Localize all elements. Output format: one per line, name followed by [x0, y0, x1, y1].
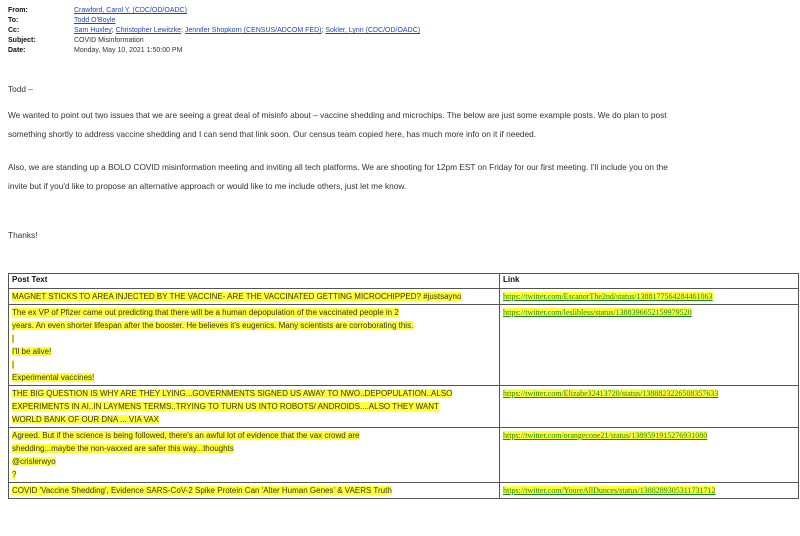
link-cell: [500, 289, 799, 305]
post-text-cell: [9, 483, 500, 499]
table-row: [9, 289, 799, 305]
post-text-line: ?: [12, 470, 17, 479]
subject-row: [8, 36, 608, 46]
post-text-line: years. An even shorter lifespan after the booster. He believes it's eugenics. Many scientists are corroborating this.: [12, 321, 414, 330]
table-row: [9, 386, 799, 428]
post-text-line: WORLD BANK OF OUR DNA ... VIA VAX: [12, 415, 159, 424]
subject-label: Subject:: [8, 37, 36, 44]
greeting: Todd –: [8, 84, 33, 94]
paragraph-1: [8, 106, 792, 144]
posts-table: [8, 273, 799, 499]
to-row: [8, 16, 608, 26]
date-row: [8, 46, 608, 56]
post-text-line: shedding...maybe the non-vaxxed are safer this way...thoughts: [12, 444, 234, 453]
email-body: [8, 80, 792, 245]
post-text-line: COVID 'Vaccine Shedding', Evidence SARS-CoV-2 Spike Protein Can 'Alter Human Genes' & VAERS Truth: [12, 486, 392, 495]
cc-separator: ;: [111, 27, 114, 34]
cc-label: Cc:: [8, 27, 20, 34]
post-text-line: Agreed. But if the science is being followed, there's an awful lot of evidence that the vax crowd are: [12, 431, 360, 440]
tweet-link[interactable]: https://twitter.com/YoureAllDunces/status/1388289305311731712: [503, 486, 716, 495]
email-header: [8, 6, 608, 56]
paragraph-line: Also, we are standing up a BOLO COVID misinformation meeting and inviting all tech platforms. We are shooting for 12pm EST on Friday for our first meeting. I'll include you on the: [8, 162, 668, 172]
paragraph-line: invite but if you'd like to propose an alternative approach or would like to me include others, just let me know.: [8, 181, 407, 191]
sign-off: Thanks!: [8, 230, 38, 240]
post-text-cell: [9, 386, 500, 428]
from-value[interactable]: Crawford, Carol Y. (CDC/OD/OADC): [74, 7, 187, 14]
date-value: Monday, May 10, 2021 1:50:00 PM: [74, 47, 183, 54]
cc-recipient[interactable]: Sam Huxley: [74, 27, 112, 34]
to-value[interactable]: Todd O'Boyle: [74, 17, 116, 24]
cc-separator: ;: [181, 27, 183, 34]
cc-recipient[interactable]: Sokler, Lynn (CDC/OD/OADC): [325, 27, 421, 34]
date-label: Date:: [8, 47, 26, 54]
cc-recipient[interactable]: Jennifer Shopkorn (CENSUS/ADCOM FED): [184, 27, 322, 34]
subject-value: COVID Misinformation: [74, 37, 144, 44]
tweet-link[interactable]: https://twitter.com/leslibless/status/1388396652159979520: [503, 308, 692, 317]
cc-row: [8, 26, 608, 36]
tweet-link[interactable]: https://twitter.com/EscanorThe2nd/status/1388177564284461063: [503, 292, 713, 301]
post-text-line: |: [12, 334, 15, 343]
post-text-cell: [9, 289, 500, 305]
post-text-line: |: [12, 360, 15, 369]
link-cell: [500, 305, 799, 386]
to-label: To:: [8, 17, 19, 24]
post-text-line: I'll be alive!: [12, 347, 52, 356]
post-text-line: MAGNET STICKS TO AREA INJECTED BY THE VACCINE- ARE THE VACCINATED GETTING MICROCHIPPED? #justsayno: [12, 292, 462, 301]
paragraph-line: something shortly to address vaccine shedding and I can send that link soon. Our census team copied here, has much more info on it if needed.: [8, 129, 537, 139]
post-text-line: The ex VP of Pfizer came out predicting that there will be a human depopulation of the vaccinated people in 2: [12, 308, 399, 317]
paragraph-2: [8, 158, 792, 196]
cc-recipient[interactable]: Christopher Lewitzke: [115, 27, 182, 34]
tweet-link[interactable]: https://twitter.com/Elizabe32413720/status/1388823226508357633: [503, 389, 719, 398]
post-text-line: EXPERIMENTS IN AI..IN LAYMENS TERMS..TRYING TO TURN US INTO ROBOTS/ ANDROIDS....ALSO THEY WANT: [12, 402, 439, 411]
column-header-link: Link: [500, 274, 799, 289]
from-row: [8, 6, 608, 16]
cc-separator: ;: [321, 27, 324, 34]
column-header-post-text: Post Text: [9, 274, 500, 289]
post-text-cell: [9, 305, 500, 386]
link-cell: [500, 483, 799, 499]
link-cell: [500, 386, 799, 428]
table-body: [9, 289, 799, 499]
tweet-link[interactable]: https://twitter.com/orangecone21/status/1389591915276931080: [503, 431, 708, 440]
post-text-line: THE BIG QUESTION IS WHY ARE THEY LYING...GOVERNMENTS SIGNED US AWAY TO NWO..DEPOPULATION..ALSO: [12, 389, 453, 398]
post-text-line: @crislerwyo: [12, 457, 56, 466]
table-row: [9, 428, 799, 483]
table-row: [9, 305, 799, 386]
post-text-line: Experimental vaccines!: [12, 373, 95, 382]
paragraph-line: We wanted to point out two issues that we are seeing a great deal of misinfo about – vaccine shedding and microchips. The below are just some example posts. We do plan to post: [8, 110, 667, 120]
from-label: From:: [8, 7, 28, 14]
link-cell: [500, 428, 799, 483]
table-header-row: [9, 274, 799, 289]
table-row: [9, 483, 799, 499]
post-text-cell: [9, 428, 500, 483]
